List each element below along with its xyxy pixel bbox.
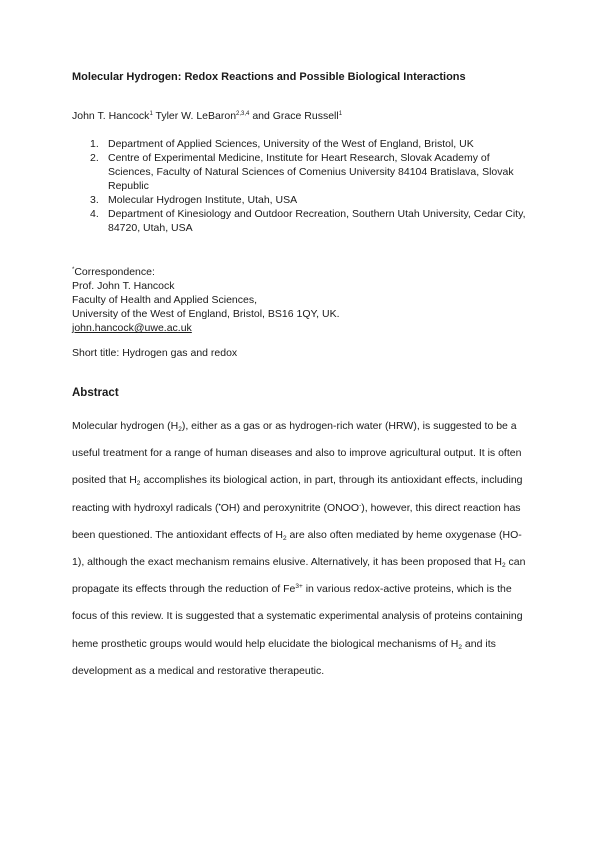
abstract-text-segment: can propagate its effects through the reduction of Fe: [72, 556, 526, 596]
author-affiliation-marker: 1: [338, 111, 343, 117]
author-name: and Grace Russell: [249, 110, 339, 122]
abstract-text-segment: ), however, this direct reaction has been questioned. The antioxidant effects of H: [72, 501, 521, 541]
short-title: Short title: Hydrogen gas and redox: [72, 347, 238, 359]
correspondence-block: [72, 265, 340, 335]
abstract-text-segment: ), either as a gas or as hydrogen-rich water (HRW), is suggested to be a useful treatment for a range of human diseases and also to improve agricultural output. It is often posited that H: [72, 420, 522, 487]
abstract-superscript: -: [359, 501, 362, 509]
affiliation-item: [90, 207, 530, 235]
affiliation-text: Molecular Hydrogen Institute, Utah, USA: [108, 194, 298, 206]
abstract-superscript: 3+: [295, 583, 303, 591]
correspondence-heading: Correspondence:: [74, 266, 155, 278]
abstract-subscript: 2: [282, 534, 287, 542]
author-name: John T. Hancock: [72, 110, 150, 122]
affiliation-number: 4.: [90, 208, 99, 220]
abstract-heading: Abstract: [72, 387, 119, 399]
author-affiliation-marker: 2,3,4: [236, 111, 250, 117]
affiliation-list: [90, 137, 530, 235]
abstract-superscript: •: [218, 501, 221, 509]
abstract-body: [72, 413, 532, 685]
correspondence-department: Faculty of Health and Applied Sciences,: [72, 294, 258, 306]
affiliation-text: Centre of Experimental Medicine, Institute for Heart Research, Slovak Academy of Sciences, Faculty of Natural Sciences of Comenius University 84104 Bratislava, Slovak Republic: [108, 152, 514, 192]
affiliation-item: [90, 151, 530, 193]
abstract-subscript: 2: [178, 426, 182, 433]
correspondence-marker: *: [72, 267, 75, 273]
abstract-text-segment: accomplishes its biological action, in part, through its antioxidant effects, including reacting with hydroxyl radicals (: [72, 474, 523, 514]
affiliation-item: [90, 193, 530, 207]
correspondence-address: University of the West of England, Bristol, BS16 1QY, UK.: [72, 308, 340, 320]
correspondence-email-link[interactable]: john.hancock@uwe.ac.uk: [72, 322, 192, 334]
abstract-text-segment: in various redox-active proteins, which is the focus of this review. It is suggested that a systematic experimental analysis of proteins containing heme prosthetic groups would would help elucidate the biological mechanisms of H: [72, 583, 523, 650]
affiliation-item: [90, 137, 530, 151]
author-name: Tyler W. LeBaron: [152, 110, 237, 122]
paper-title: Molecular Hydrogen: Redox Reactions and Possible Biological Interactions: [72, 71, 466, 83]
correspondence-name: Prof. John T. Hancock: [72, 280, 175, 292]
affiliation-number: 3.: [90, 194, 99, 206]
affiliation-number: 2.: [90, 152, 99, 164]
affiliation-number: 1.: [90, 138, 99, 150]
abstract-text-segment: are also often mediated by heme oxygenase (HO-1), although the exact mechanism remains elusive. Alternatively, it has been proposed that H: [72, 528, 522, 569]
abstract-subscript: 2: [458, 643, 463, 651]
abstract-text-segment: Molecular hydrogen (H: [72, 420, 179, 432]
abstract-subscript: 2: [136, 480, 141, 488]
affiliation-text: Department of Kinesiology and Outdoor Recreation, Southern Utah University, Cedar City, 84720, Utah, USA: [108, 208, 526, 234]
abstract-text-segment: OH) and peroxynitrite (ONOO: [220, 501, 360, 514]
affiliation-text: Department of Applied Sciences, University of the West of England, Bristol, UK: [108, 138, 474, 150]
author-list: [72, 110, 342, 122]
author-affiliation-marker: 1: [149, 111, 153, 117]
abstract-text-segment: and its development as a medical and restorative therapeutic.: [72, 637, 496, 677]
abstract-subscript: 2: [501, 562, 506, 570]
